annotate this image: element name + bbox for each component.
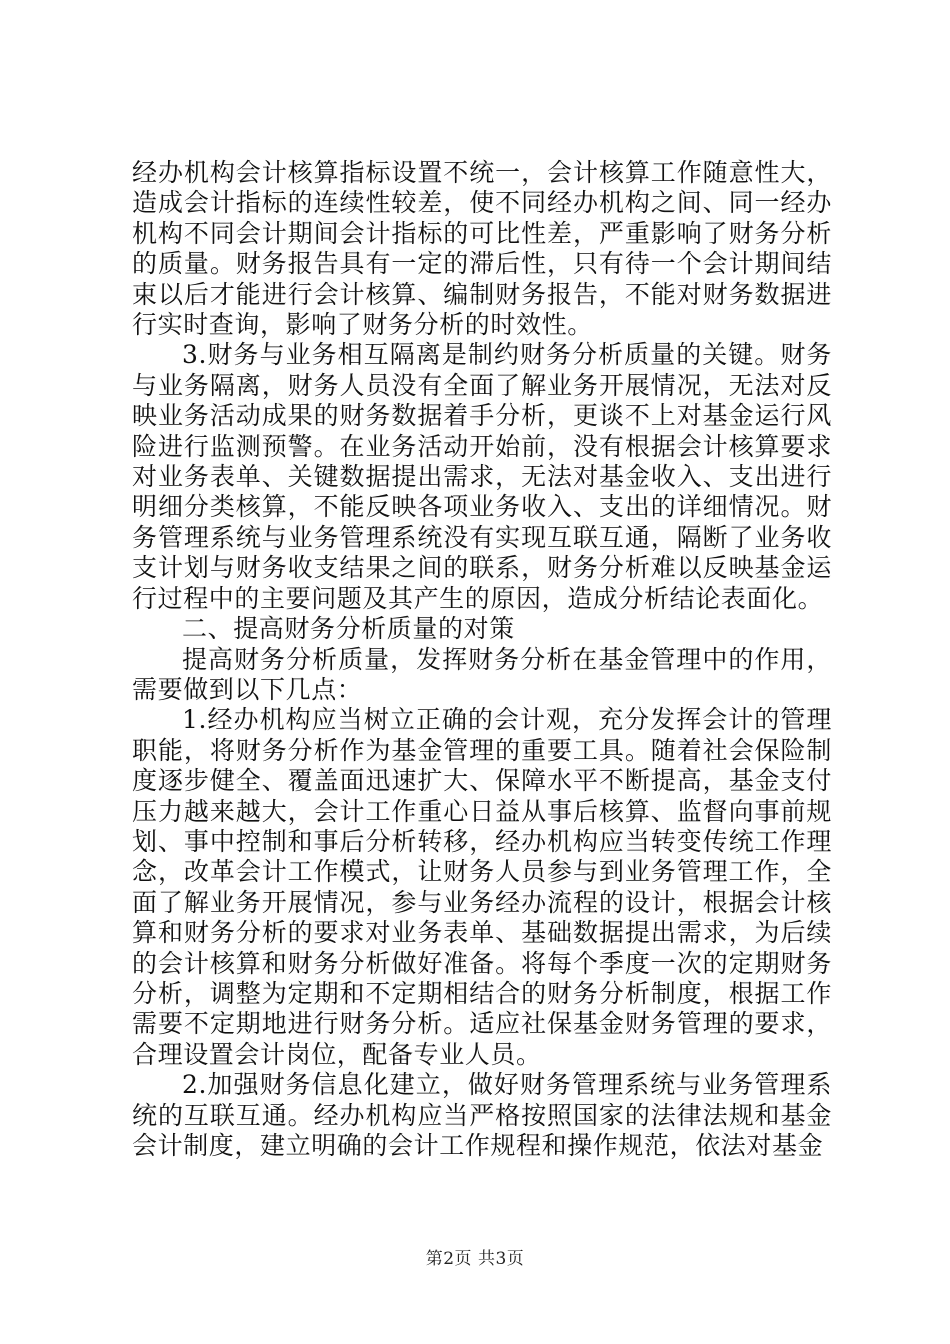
paragraph-continuation: 经办机构会计核算指标设置不统一，会计核算工作随意性大，造成会计指标的连续性较差，使不同经办机构之间、同一经办机构不同会计期间会计指标的可比性差，严重影响了财务分析的质量。财务报告具有一定的滞后性，只有待一个会计期间结束以后才能进行会计核算、编制财务报告，不能对财务数据进行实时查询，影响了财务分析的时效性。 — [132, 158, 832, 340]
page-footer — [0, 1244, 950, 1269]
paragraph-measure-1: 1.经办机构应当树立正确的会计观，充分发挥会计的管理职能，将财务分析作为基金管理的重要工具。随着社会保险制度逐步健全、覆盖面迅速扩大、保障水平不断提高，基金支付压力越来越大，会计工作重心日益从事后核算、监督向事前规划、事中控制和事后分析转移，经办机构应当转变传统工作理念，改革会计工作模式，让财务人员参与到业务管理工作，全面了解业务开展情况，参与业务经办流程的设计，根据会计核算和财务分析的要求对业务表单、基础数据提出需求，为后续的会计核算和财务分析做好准备。将每个季度一次的定期财务分析，调整为定期和不定期相结合的财务分析制度，根据工作需要不定期地进行财务分析。适应社保基金财务管理的要求，合理设置会计岗位，配备专业人员。 — [132, 705, 832, 1069]
paragraph-intro: 提高财务分析质量，发挥财务分析在基金管理中的作用，需要做到以下几点： — [132, 644, 832, 704]
page-number: 第2页 共3页 — [425, 1249, 525, 1269]
section-heading: 二、提高财务分析质量的对策 — [182, 614, 515, 644]
paragraph-measure-2: 2.加强财务信息化建立，做好财务管理系统与业务管理系统的互联互通。经办机构应当严格按照国家的法律法规和基金会计制度，建立明确的会计工作规程和操作规范，依法对基金 — [132, 1070, 832, 1160]
document-body — [132, 158, 832, 1161]
paragraph-point-3: 3.财务与业务相互隔离是制约财务分析质量的关键。财务与业务隔离，财务人员没有全面了解业务开展情况，无法对反映业务活动成果的财务数据着手分析，更谈不上对基金运行风险进行监测预警。在业务活动开始前，没有根据会计核算要求对业务表单、关键数据提出需求，无法对基金收入、支出进行明细分类核算，不能反映各项业务收入、支出的详细情况。财务管理系统与业务管理系统没有实现互联互通，隔断了业务收支计划与财务收支结果之间的联系，财务分析难以反映基金运行过程中的主要问题及其产生的原因，造成分析结论表面化。 — [132, 340, 832, 613]
